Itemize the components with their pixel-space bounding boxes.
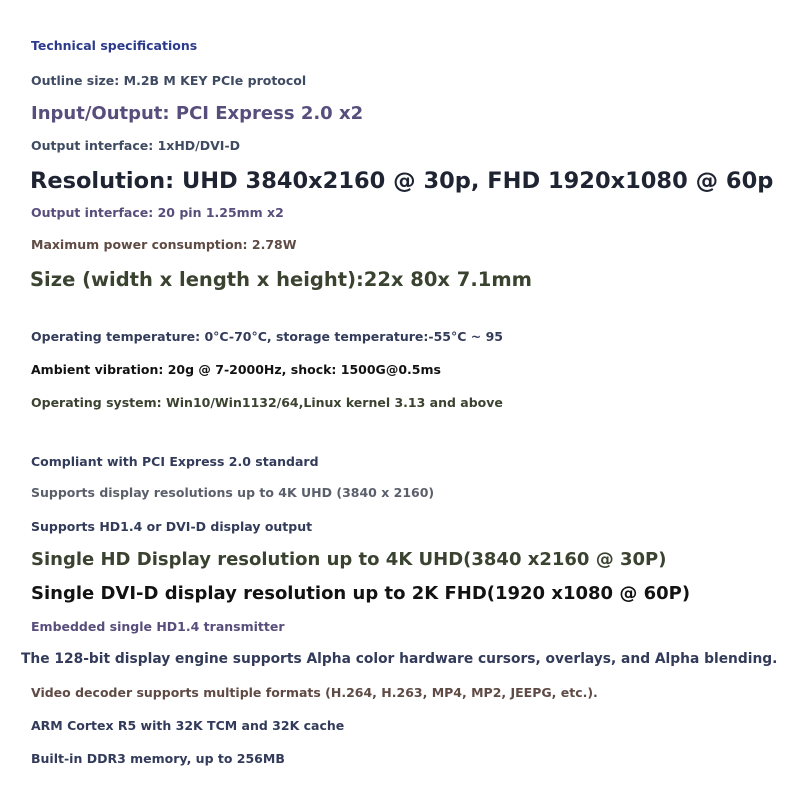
feature-single-hd: Single HD Display resolution up to 4K UHD(3840 x2160 @ 30P) xyxy=(31,549,667,570)
feature-arm: ARM Cortex R5 with 32K TCM and 32K cache xyxy=(31,718,345,733)
spec-resolution: Resolution: UHD 3840x2160 @ 30p, FHD 1920x1080 @ 60p xyxy=(30,168,774,194)
feature-single-dvi: Single DVI-D display resolution up to 2K FHD(1920 x1080 @ 60P) xyxy=(31,583,691,604)
feature-transmitter: Embedded single HD1.4 transmitter xyxy=(31,619,285,634)
spec-operating-temperature: Operating temperature: 0°C-70°C, storage temperature:-55°C ~ 95 xyxy=(31,329,503,344)
spec-output-interface-1: Output interface: 1xHD/DVI-D xyxy=(31,138,241,153)
spec-max-power: Maximum power consumption: 2.78W xyxy=(31,237,297,252)
spec-ambient-vibration: Ambient vibration: 20g @ 7-2000Hz, shock: 1500G@0.5ms xyxy=(31,362,441,377)
spec-input-output: Input/Output: PCI Express 2.0 x2 xyxy=(31,103,364,124)
spec-operating-system: Operating system: Win10/Win1132/64,Linux kernel 3.13 and above xyxy=(31,395,503,410)
feature-ddr3: Built-in DDR3 memory, up to 256MB xyxy=(31,751,285,766)
spec-heading: Technical specifications xyxy=(31,38,198,53)
feature-display-engine: The 128-bit display engine supports Alpha color hardware cursors, overlays, and Alpha blending. xyxy=(21,651,778,667)
spec-outline-size: Outline size: M.2B M KEY PCIe protocol xyxy=(31,73,307,88)
feature-compliant: Compliant with PCI Express 2.0 standard xyxy=(31,454,319,469)
spec-output-interface-2: Output interface: 20 pin 1.25mm x2 xyxy=(31,205,284,220)
feature-resolutions: Supports display resolutions up to 4K UHD (3840 x 2160) xyxy=(31,485,435,500)
feature-video-decoder: Video decoder supports multiple formats (H.264, H.263, MP4, MP2, JEEPG, etc.). xyxy=(31,685,598,700)
spec-size: Size (width x length x height):22x 80x 7.1mm xyxy=(30,268,532,291)
feature-hd-dvi-output: Supports HD1.4 or DVI-D display output xyxy=(31,519,313,534)
